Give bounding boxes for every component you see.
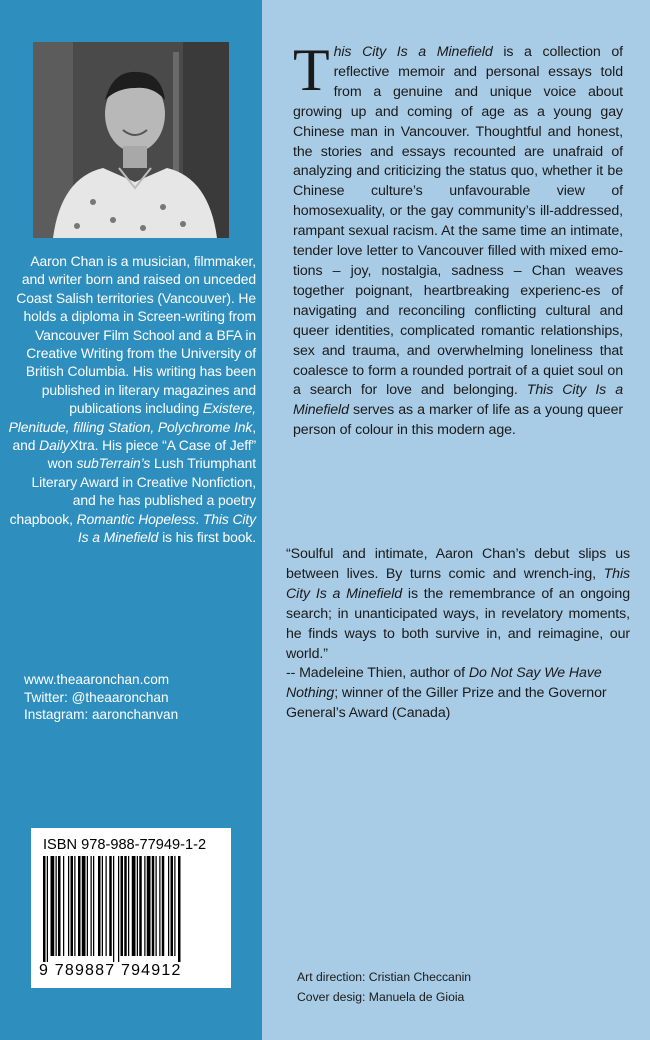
barcode-bar xyxy=(152,856,155,956)
barcode-bar xyxy=(132,856,136,956)
instagram-handle[interactable]: Instagram: aaronchanvan xyxy=(24,707,179,723)
endorsement-quote xyxy=(286,545,630,724)
barcode-bar xyxy=(43,856,46,962)
isbn-label: ISBN 978-988-77949-1-2 xyxy=(43,837,207,853)
barcode-bar xyxy=(144,856,145,956)
barcode-bar xyxy=(56,856,57,956)
barcode-bar xyxy=(178,856,181,962)
barcode-bar xyxy=(106,856,107,956)
barcode-bar xyxy=(87,856,88,956)
barcode-bar xyxy=(171,856,174,956)
credits xyxy=(297,968,617,1007)
barcode-icon xyxy=(41,856,221,962)
drop-cap: T xyxy=(293,37,330,103)
barcode-bar xyxy=(68,856,69,956)
author-bio: Aaron Chan is a musician, filmmaker, and writer born and raised on unceded Coast Salish territories (Vancouver). He holds a diploma in Screen-writing from Vancouver Film School and a BFA in Creative Writing from the University of British Columbia. His writing has been published in literary magazines and publications including Existere, Plenitude, filling Station, Polychrome Ink, and DailyXtra. His piece “A Case of Jeff” won subTerrain’s Lush Triumphant Literary Award in Creative Nonfiction, and he has published a poetry chapbook, Romantic Hopeless. This City Is a Minefield is his first book. xyxy=(8,253,256,546)
barcode-bar xyxy=(128,856,129,956)
barcode-bar xyxy=(156,856,157,956)
barcode-bar xyxy=(51,856,55,956)
barcode-bar xyxy=(58,856,61,956)
barcode-bar xyxy=(139,856,142,956)
barcode-bar xyxy=(102,856,103,956)
quote-attribution: -- Madeleine Thien, author of Do Not Say We Have Nothing; winner of the Giller Prize and the Governor General’s Award (Canada) xyxy=(286,665,607,722)
barcode-bar xyxy=(91,856,92,956)
barcode-bar xyxy=(109,856,112,956)
barcode-bar xyxy=(47,856,48,962)
barcode-bar xyxy=(159,856,160,956)
barcode-bar xyxy=(174,856,175,956)
barcode-bar xyxy=(82,856,86,956)
barcode-bar xyxy=(78,856,81,956)
author-contacts xyxy=(24,671,254,724)
barcode-bar xyxy=(93,856,94,956)
art-direction-credit: Art direction: Cristian Checcanin xyxy=(297,970,472,984)
barcode-bar xyxy=(147,856,151,956)
barcode-bar xyxy=(74,856,75,956)
barcode-bar xyxy=(71,856,74,956)
barcode-bar xyxy=(113,856,114,962)
barcode-bar xyxy=(137,856,138,956)
website-link[interactable]: www.theaaronchan.com xyxy=(24,672,170,687)
barcode-bar xyxy=(121,856,124,956)
author-photo xyxy=(33,42,229,238)
twitter-handle[interactable]: Twitter: @theaaronchan xyxy=(24,689,169,705)
barcode-bar xyxy=(162,856,165,956)
barcode-bar xyxy=(63,856,64,956)
barcode-bar xyxy=(98,856,101,956)
quote-text: “Soulful and intimate, Aaron Chan’s debut slips us between lives. By turns comic and wrench-ing, This City Is a Minefield is the remembrance of an ongoing search; in unanticipated ways, in revelatory moments, he finds ways to both survive in, and reimagine, our world.” xyxy=(286,546,631,662)
barcode-bar xyxy=(168,856,169,956)
barcode-bar xyxy=(118,856,119,962)
barcode-number: 9 789887 794912 xyxy=(39,962,182,979)
book-description: This City Is a Minefield is a collection of reflective memoir and personal essays told from a genuine and unique voice about growing up and coming of age as a young gay Chinese man in Vancouver. Thoughtful and honest, the stories and essays recounted are unafraid of analyzing and criticizing the status quo, whether it be Chinese culture’s unfavourable view of homosexuality, or the gay community’s ill-addressed, rampant sexual racism. At the same time an intimate, tender love letter to Vancouver filled with mixed emo-tions – joy, nostalgia, sadness – Chan weaves together poignant, heartbreaking experienc-es of navigating and reconciling conflicting cultural and queer identities, complicated romantic relationships, sex and trauma, and overwhelming loneliness that coalesce to form a rounded portrait of a quiet soul on a search for love and belonging. This City Is a Minefield serves as a marker of life as a young queer person of colour in this modern age. xyxy=(293,37,623,439)
barcode-bar xyxy=(124,856,127,956)
cover-design-credit: Cover desig: Manuela de Gioia xyxy=(297,989,465,1004)
barcode-box xyxy=(31,828,231,988)
